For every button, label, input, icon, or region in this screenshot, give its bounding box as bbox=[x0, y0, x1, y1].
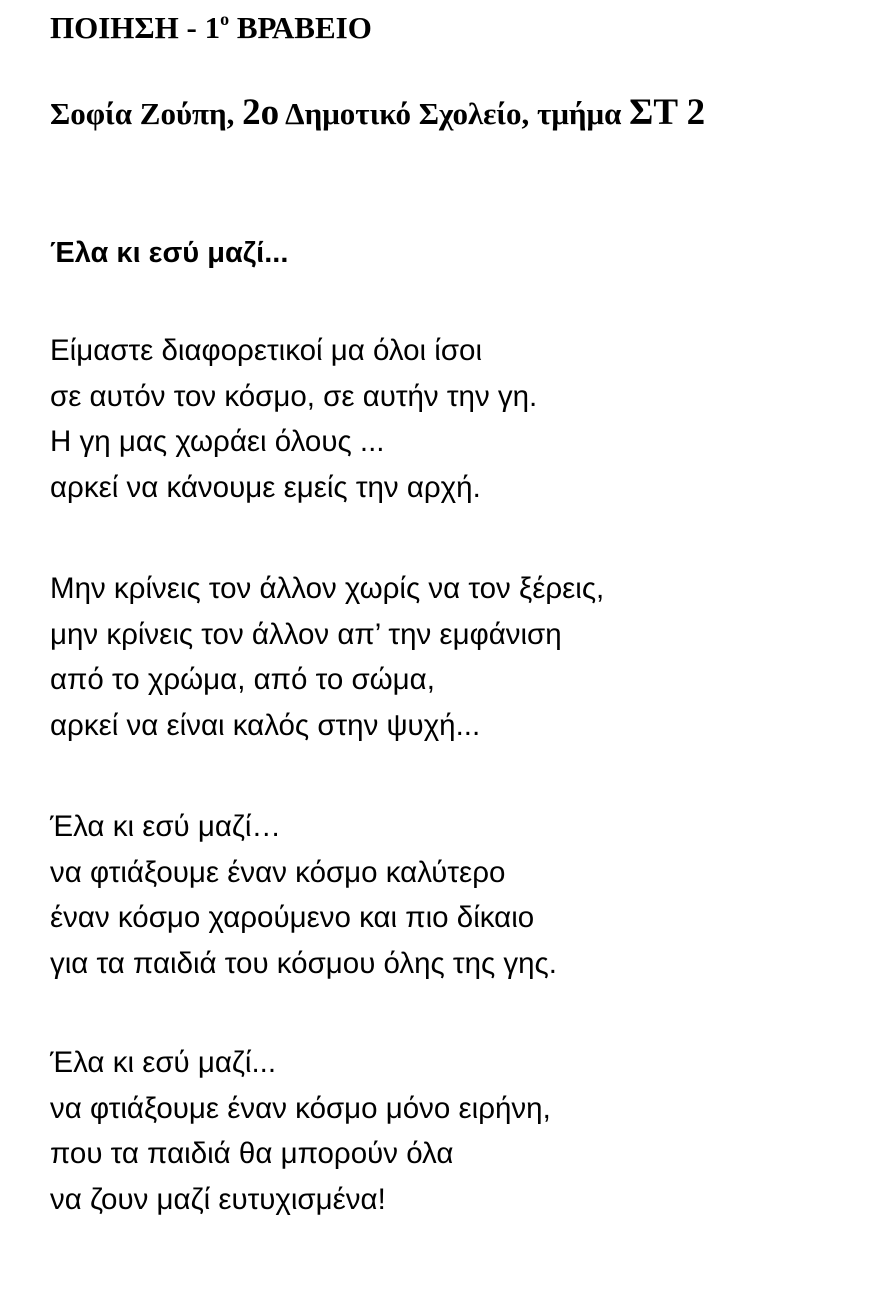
poem-line: Είμαστε διαφορετικοί μα όλοι ίσοι bbox=[50, 334, 483, 367]
award-ordinal-superscript: ο bbox=[220, 9, 230, 29]
poem-stanza-1 bbox=[50, 328, 537, 511]
author-school: Δημοτικό Σχολείο, τμήμα bbox=[279, 96, 630, 131]
poem-line: Μην κρίνεις τον άλλον χωρίς να τον ξέρεις, bbox=[50, 572, 605, 605]
poem-line: έναν κόσμο χαρούμενο και πιο δίκαιο bbox=[50, 901, 535, 935]
author-class: ΣΤ 2 bbox=[629, 92, 706, 133]
author-grade-number: 2ο bbox=[242, 92, 280, 133]
author-heading bbox=[50, 89, 705, 138]
poem-title: Έλα κι εσύ μαζί... bbox=[50, 237, 289, 269]
poem-stanza-2 bbox=[50, 566, 604, 749]
poem-line: μην κρίνεις τον άλλον απ’ την εμφάνιση bbox=[50, 617, 562, 651]
poem-line: Έλα κι εσύ μαζί… bbox=[50, 810, 281, 843]
poem-line: να ζουν μαζί ευτυχισμένα! bbox=[50, 1183, 386, 1217]
poem-line: αρκεί να είναι καλός στην ψυχή... bbox=[50, 709, 481, 743]
poem-line: από το χρώμα, από το σώμα, bbox=[50, 663, 435, 697]
poem-line: Η γη μας χωράει όλους ... bbox=[50, 425, 385, 459]
poem-line: που τα παιδιά θα μπορούν όλα bbox=[50, 1137, 454, 1171]
award-suffix: ΒΡΑΒΕΙΟ bbox=[229, 10, 372, 45]
poem-stanza-4 bbox=[50, 1040, 551, 1223]
award-heading bbox=[50, 8, 372, 52]
poem-line: να φτιάξουμε έναν κόσμο μόνο ειρήνη, bbox=[50, 1091, 551, 1125]
poem-line: να φτιάξουμε έναν κόσμο καλύτερο bbox=[50, 855, 506, 889]
author-name: Σοφία Ζούπη, bbox=[50, 96, 243, 131]
poem-stanza-3 bbox=[50, 804, 557, 987]
poem-line: σε αυτόν τον κόσμο, σε αυτήν την γη. bbox=[50, 379, 538, 413]
poem-line: αρκεί να κάνουμε εμείς την αρχή. bbox=[50, 471, 481, 505]
poem-line: Έλα κι εσύ μαζί... bbox=[50, 1046, 277, 1079]
poem-line: για τα παιδιά του κόσμου όλης της γης. bbox=[50, 947, 557, 981]
award-label: ΠΟΙΗΣΗ - 1 bbox=[50, 10, 221, 45]
